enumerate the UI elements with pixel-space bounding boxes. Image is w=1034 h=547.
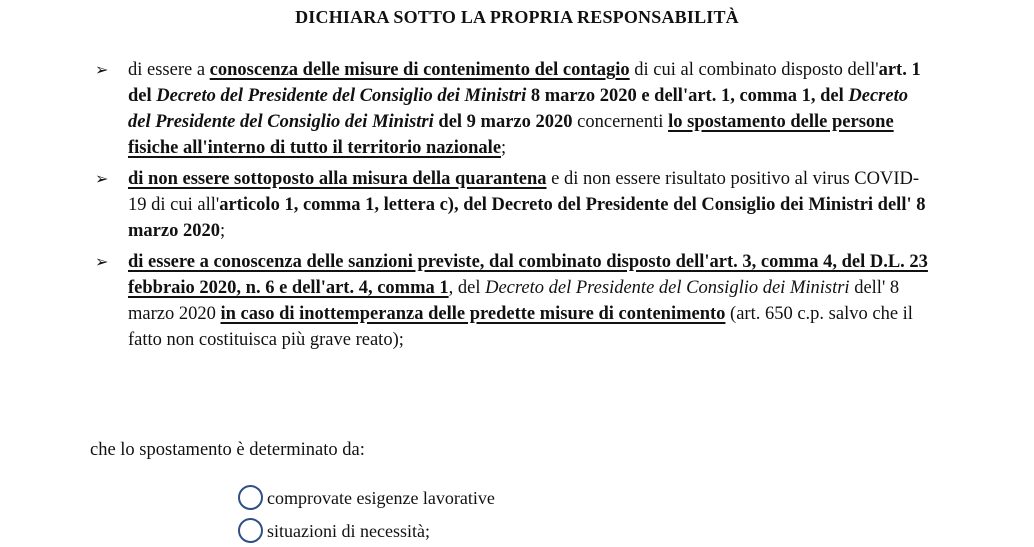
bold-segment: articolo 1, comma 1, lettera c), del Decreto del Presidente del Consiglio dei Ministri dell' 8 marzo 2020 [128,195,926,241]
radio-circle-icon[interactable] [238,485,263,510]
radio-circle-icon[interactable] [238,518,263,543]
underlined-segment: lo spostamento delle persone fisiche all'interno di tutto il territorio nazionale [128,112,894,158]
decree-title: Decreto del Presidente del Consiglio dei Ministri [485,278,850,298]
text-segment: di essere a [128,60,210,80]
declaration-list [95,57,935,358]
underlined-segment: conoscenza delle misure di contenimento del contagio [209,60,630,80]
option-work-needs[interactable] [238,481,495,514]
option-label: situazioni di necessità; [267,520,430,541]
text-segment: dell' 8 marzo 2020 [128,278,900,324]
declaration-item-1 [95,57,935,161]
declaration-item-3 [95,249,935,353]
underlined-segment: di non essere sottoposto alla misura della quarantena [128,169,547,189]
decree-title: Decreto del Presidente del Consiglio dei Ministri [128,86,908,132]
option-necessity[interactable] [238,514,495,547]
bold-segment: del 9 marzo 2020 [433,112,573,132]
decree-title: Decreto del Presidente del Consiglio dei Ministri [156,86,527,106]
declaration-item-text [128,57,935,161]
declaration-item-text [128,249,935,353]
declaration-heading: DICHIARA SOTTO LA PROPRIA RESPONSABILITÀ [295,7,739,27]
arrow-bullet-icon: ➢ [95,60,109,79]
underlined-segment: in caso di inottemperanza delle predette misure di contenimento [220,304,726,324]
bold-segment: art. 1 del [128,60,921,106]
reason-options [238,481,495,547]
bold-segment: 8 marzo 2020 e dell'art. 1, comma 1, del [526,86,849,106]
text-segment: di cui al combinato disposto dell' [629,60,879,80]
option-label: comprovate esigenze lavorative [267,487,495,508]
text-segment: e di non essere risultato positivo al virus COVID-19 di cui all' [128,169,920,215]
text-segment: (art. 650 c.p. salvo che il fatto non costituisca più grave reato); [128,304,913,350]
text-segment: ; [501,138,507,158]
text-segment: concernenti [572,112,669,132]
underlined-segment: di essere a conoscenza delle sanzioni previste, dal combinato disposto dell'art. 3, comma 4, del D.L. 23 febbraio 2020, n. 6 e dell'art. 4, comma 1 [128,252,928,298]
text-segment: ; [219,221,226,241]
arrow-bullet-icon: ➢ [95,169,109,188]
declaration-item-2 [95,166,935,244]
arrow-bullet-icon: ➢ [95,252,109,271]
choice-intro: che lo spostamento è determinato da: [90,440,365,460]
text-segment: , del [448,278,486,298]
declaration-item-text [128,166,935,244]
